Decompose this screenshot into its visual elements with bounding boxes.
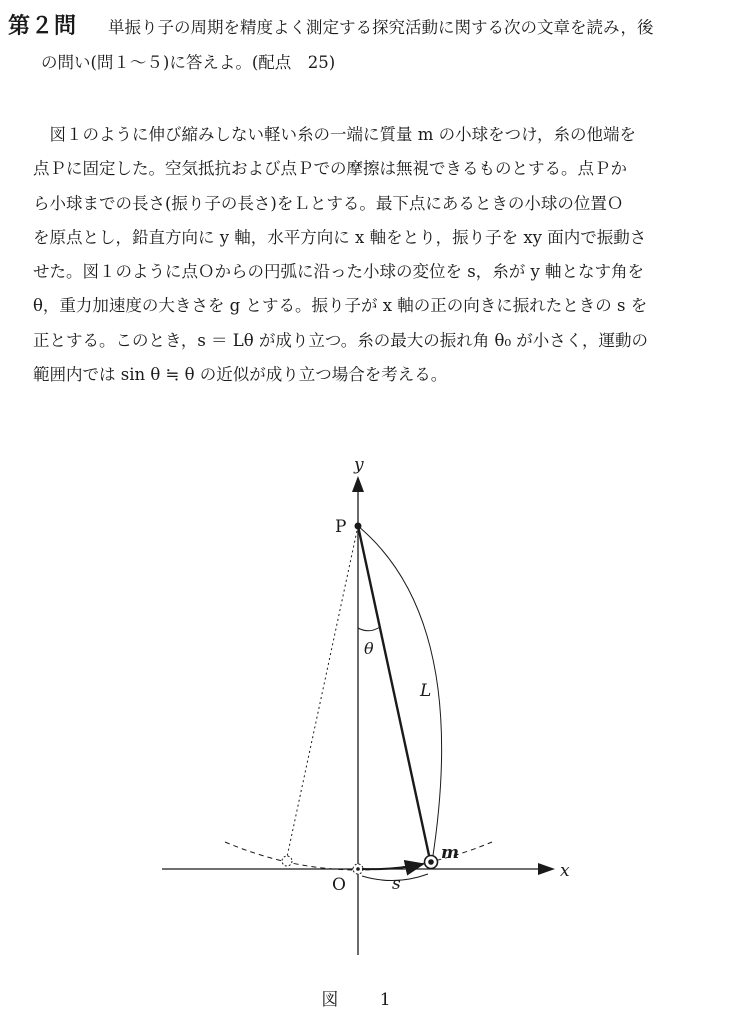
body-line: 図１のように伸び縮みしない軽い糸の一端に質量 m の小球をつけ，糸の他端を	[33, 125, 636, 144]
label-p: P	[335, 517, 347, 537]
x-axis-arrow-icon	[538, 863, 555, 875]
label-m: m	[441, 843, 459, 863]
question-number: 第２問	[8, 14, 78, 39]
body-line: ら小球までの長さ(振り子の長さ)をＬとする。最下点にあるときの小球の位置Ｏ	[33, 193, 624, 213]
label-s: s	[392, 874, 401, 894]
point-p-dot	[355, 523, 362, 530]
bob-center	[428, 859, 434, 865]
body-line: せた。図１のように点Ｏからの円弧に沿った小球の変位を s，糸が y 軸となす角を	[33, 262, 645, 282]
problem-body	[33, 118, 723, 392]
left-extreme-ball	[282, 856, 292, 866]
y-axis-arrow-icon	[352, 476, 364, 492]
question-intro-line1: 単振り子の周期を精度よく測定する探究活動に関する次の文章を読み，後	[108, 18, 654, 37]
body-line: θ，重力加速度の大きさを g とする。振り子が x 軸の正の向きに振れたときの s を	[33, 296, 648, 316]
label-y: y	[354, 455, 364, 475]
figure-caption: 図 1	[321, 990, 409, 1010]
question-intro-line2: の問い(問１～５)に答えよ。(配点 25)	[41, 53, 336, 72]
label-l: L	[420, 681, 432, 701]
left-extreme-string	[287, 526, 358, 857]
body-line: 範囲内では sin θ ≒ θ の近似が成り立つ場合を考える。	[33, 365, 448, 385]
body-line: 正とする。このとき，s ＝ Lθ が成り立つ。糸の最大の振れ角 θ₀ が小さく，運動の	[33, 330, 648, 350]
pendulum-diagram	[0, 450, 730, 1010]
body-line: 点Ｐに固定した。空気抵抗および点Ｐでの摩擦は無視できるものとする。点Ｐか	[33, 159, 627, 179]
label-o: O	[332, 875, 346, 895]
origin-dot	[356, 867, 360, 871]
label-theta: θ	[364, 639, 374, 658]
label-x: x	[560, 861, 570, 881]
body-line: を原点とし，鉛直方向に y 軸，水平方向に x 軸をとり，振り子を xy 面内で振動さ	[33, 227, 647, 247]
angle-arc	[358, 627, 380, 631]
pendulum-figure	[0, 450, 730, 1010]
